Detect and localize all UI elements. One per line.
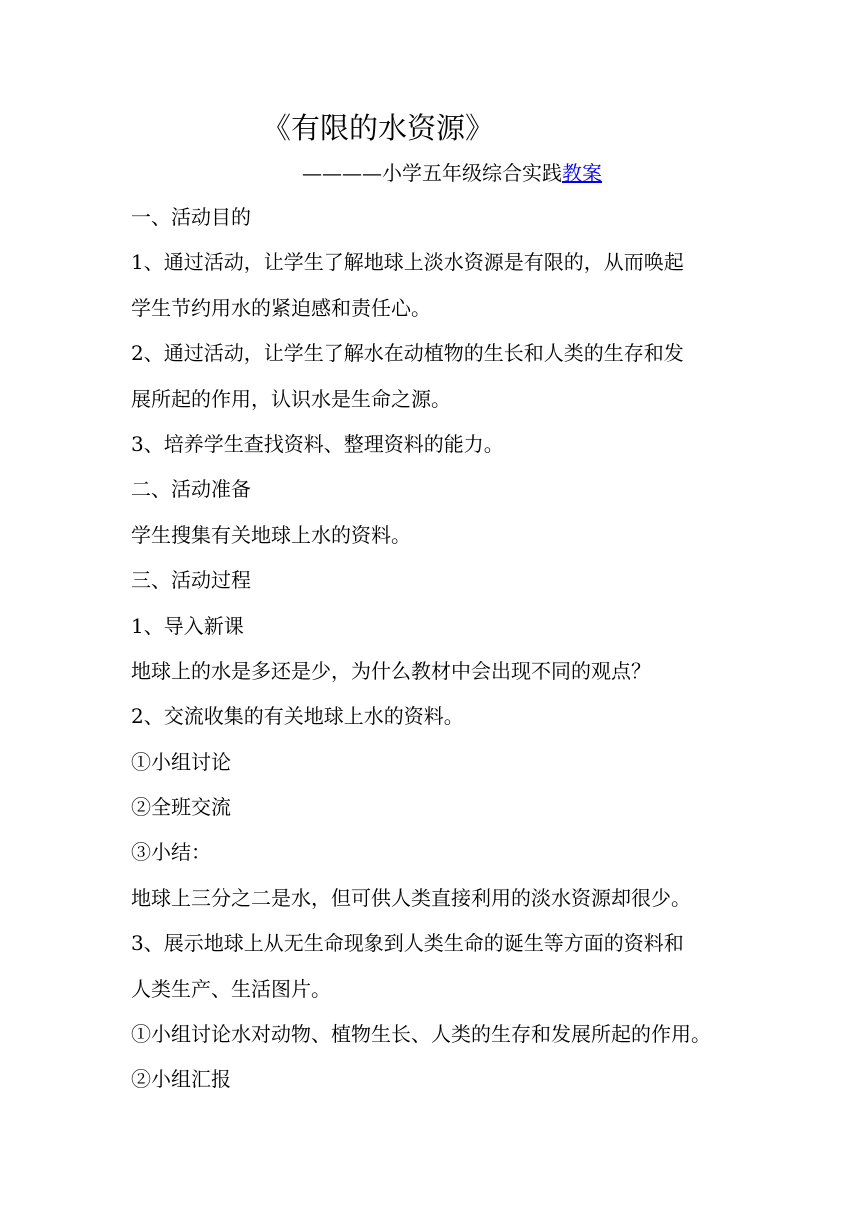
paragraph-line: 学生节约用水的紧迫感和责任心。 (131, 295, 431, 320)
paragraph-line: ①小组讨论 (131, 749, 231, 774)
document-body (131, 197, 736, 1105)
document-title: 《有限的水资源》 (262, 111, 495, 145)
paragraph-line: 展所起的作用，认识水是生命之源。 (131, 386, 451, 411)
paragraph-line: 人类生产、生活图片。 (131, 976, 331, 1001)
paragraph-line: 1、导入新课 (131, 613, 244, 638)
section-heading-process: 三、活动过程 (131, 568, 251, 593)
paragraph-line: 2、通过活动，让学生了解水在动植物的生长和人类的生存和发 (131, 341, 684, 366)
paragraph-line: 地球上三分之二是水，但可供人类直接利用的淡水资源却很少。 (131, 885, 691, 910)
paragraph-line: 2、交流收集的有关地球上水的资料。 (131, 704, 464, 729)
document-subtitle (302, 157, 602, 189)
paragraph-line: ②小组汇报 (131, 1067, 231, 1092)
paragraph-line: 1、通过活动，让学生了解地球上淡水资源是有限的，从而唤起 (131, 250, 684, 275)
paragraph-line: ③小结： (131, 840, 211, 865)
paragraph-line: ②全班交流 (131, 795, 231, 820)
section-heading-purpose: 一、活动目的 (131, 205, 251, 229)
paragraph-line: 3、展示地球上从无生命现象到人类生命的诞生等方面的资料和 (131, 931, 684, 956)
paragraph-line: ①小组讨论水对动物、植物生长、人类的生存和发展所起的作用。 (131, 1022, 711, 1047)
subtitle-text: ————小学五年级综合实践 (302, 161, 562, 185)
paragraph-line: 学生搜集有关地球上水的资料。 (131, 522, 411, 547)
section-heading-preparation: 二、活动准备 (131, 477, 251, 502)
paragraph-line: 3、培养学生查找资料、整理资料的能力。 (131, 431, 504, 456)
lesson-plan-link[interactable]: 教案 (562, 161, 602, 185)
paragraph-line: 地球上的水是多还是少，为什么教材中会出现不同的观点？ (131, 658, 651, 683)
